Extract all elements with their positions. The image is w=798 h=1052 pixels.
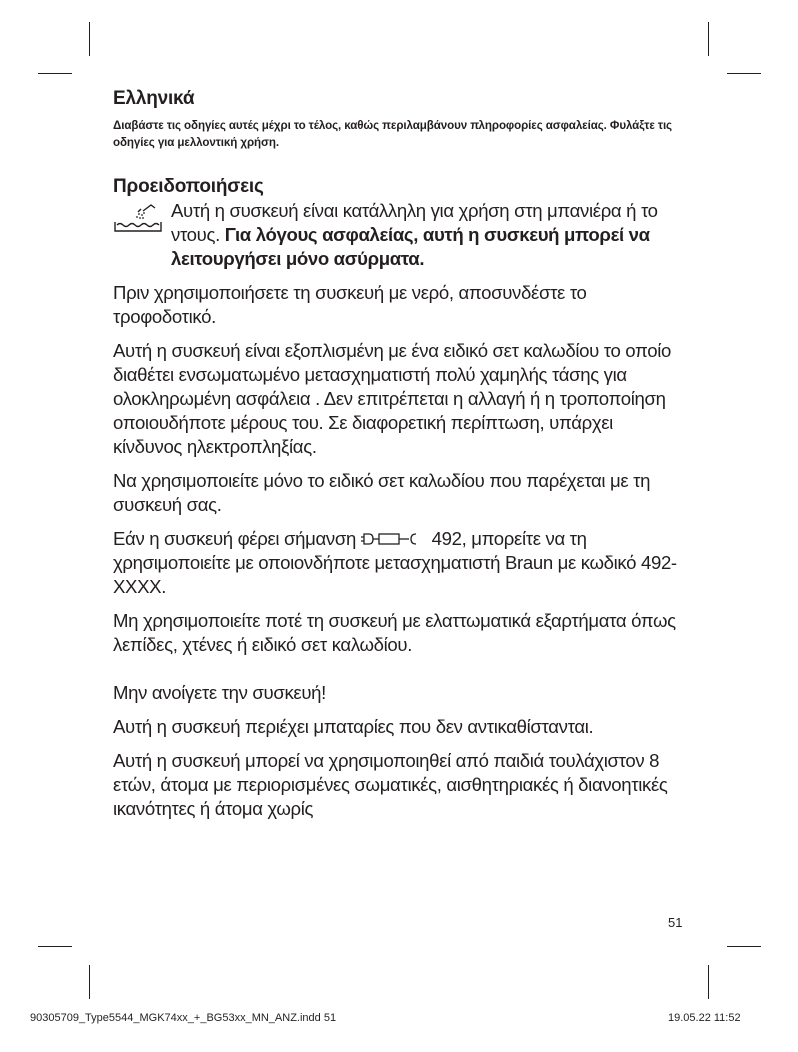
footer-timestamp: 19.05.22 11:52: [668, 1012, 741, 1024]
crop-mark: [708, 22, 709, 56]
paragraph: Να χρησιμοποιείτε μόνο το ειδικό σετ καλωδίου που παρέχεται με τη συσκευή σας.: [113, 470, 651, 515]
crop-mark: [38, 946, 72, 947]
crop-mark: [89, 22, 90, 56]
crop-mark: [89, 965, 90, 999]
warning-block: [113, 199, 683, 271]
warning-text-bold: Για λόγους ασφαλείας, αυτή η συσκευή μπορεί να λειτουργήσει μόνο ασύρματα.: [171, 224, 650, 269]
language-heading: Ελληνικά: [113, 88, 195, 109]
paragraph: Αυτή η συσκευή περιέχει μπαταρίες που δεν αντικαθίστανται.: [113, 716, 594, 737]
intro-text: Διαβάστε τις οδηγίες αυτές μέχρι το τέλος, καθώς περιλαμβάνουν πληροφορίες ασφαλείας. Φυλάξτε τις οδηγίες για μελλοντική χρήση.: [113, 119, 672, 149]
marking-text-after: 492, μπορείτε να τη χρησιμοποιείτε με οποιονδήποτε μετασχηματιστή Braun με κωδικό 492-XXXX.: [113, 528, 677, 597]
warnings-heading: Προειδοποιήσεις: [113, 176, 264, 197]
paragraph: Αυτή η συσκευή είναι εξοπλισμένη με ένα ειδικό σετ καλωδίου το οποίο διαθέτει ενσωματωμένο μετασχηματιστή πολύ χαμηλής τάσης για ολοκληρωμένη ασφάλεια . Δεν επιτρέπεται η αλλαγή ή η τροποποίηση οποιουδήποτε μέρους του. Σε διαφορετική περίπτωση, υπάρχει κίνδυνος ηλεκτροπληξίας.: [113, 340, 671, 457]
page-number: 51: [668, 915, 683, 930]
paragraph: Μη χρησιμοποιείτε ποτέ τη συσκευή με ελαττωματικά εξαρτήματα όπως λεπίδες, χτένες ή ειδικό σετ καλωδίου.: [113, 610, 676, 655]
shower-bath-icon: [113, 203, 163, 233]
warning-text: [171, 199, 683, 271]
power-plug-icon: [361, 531, 427, 547]
crop-mark: [727, 73, 761, 74]
paragraph: Πριν χρησιμοποιήσετε τη συσκευή με νερό, αποσυνδέστε το τροφοδοτικό.: [113, 282, 587, 327]
paragraph: Μην ανοίγετε την συσκευή!: [113, 682, 326, 703]
page-content: [113, 88, 683, 821]
crop-mark: [38, 73, 72, 74]
marking-text-before: Εάν η συσκευή φέρει σήμανση: [113, 528, 356, 549]
footer-filename: 90305709_Type5544_MGK74xx_+_BG53xx_MN_ANZ.indd 51: [30, 1012, 337, 1024]
paragraph: Αυτή η συσκευή μπορεί να χρησιμοποιηθεί από παιδιά τουλάχιστον 8 ετών, άτομα με περιορισμένες σωματικές, αισθητηριακές ή διανοητικές ικανότητες ή άτομα χωρίς: [113, 750, 668, 819]
crop-mark: [708, 965, 709, 999]
paragraph-marking: [113, 527, 683, 599]
crop-mark: [727, 946, 761, 947]
warning-text-normal: Αυτή η συσκευή είναι κατάλληλη για χρήση στη μπανιέρα ή το ντους.: [171, 200, 658, 245]
